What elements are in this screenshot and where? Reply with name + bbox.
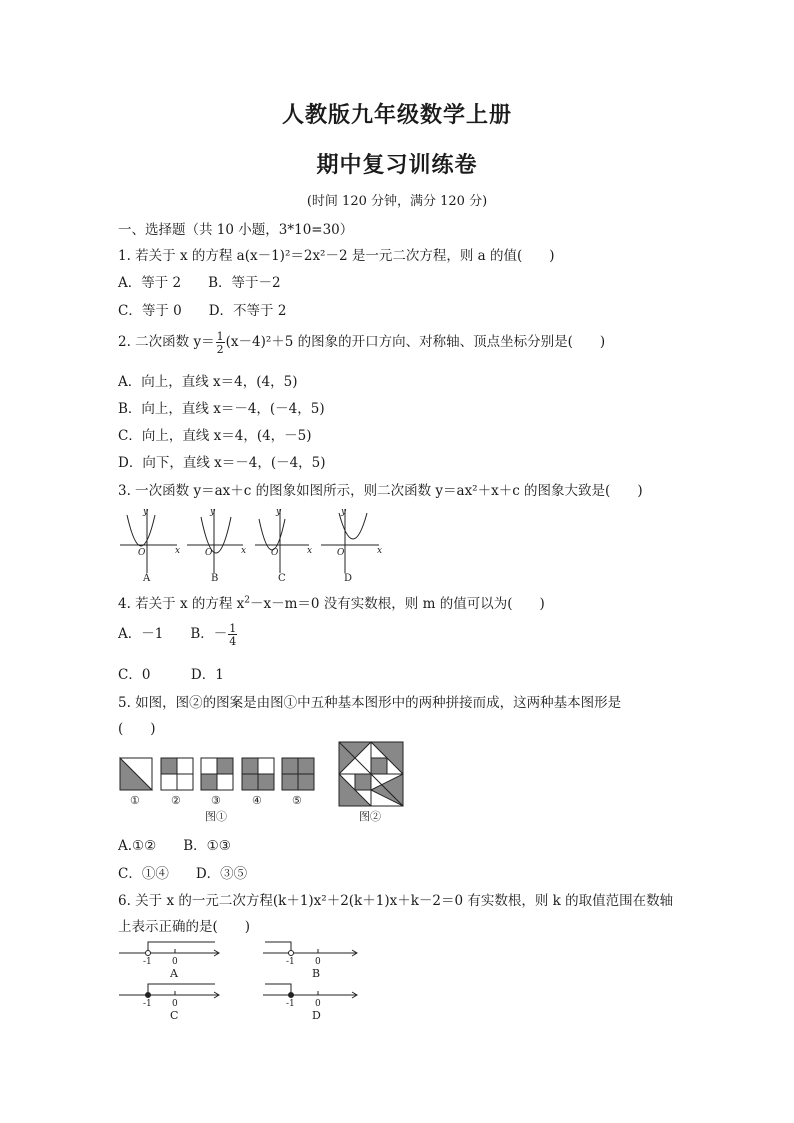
basic-shape-2-fill bbox=[161, 758, 177, 774]
tiling-figure bbox=[115, 738, 415, 830]
time-score-note: (时间 120 分钟，满分 120 分) bbox=[306, 194, 488, 209]
question-1-stem: 1. 若关于 x 的方程 a(x－1)²＝2x²－2 是一元二次方程，则 a 的值( ) bbox=[118, 248, 555, 264]
question-4-options-ab-text: A．－1 B．－ bbox=[118, 626, 228, 642]
fraction-denominator: 2 bbox=[216, 342, 224, 356]
origin-label-a: O bbox=[138, 548, 146, 558]
shape-label-3: ③ bbox=[211, 794, 221, 807]
question-5-stem-line2: ( ) bbox=[118, 721, 156, 737]
question-4-exponent: 2 bbox=[244, 595, 251, 606]
question-4-options-ab bbox=[118, 622, 238, 647]
fraction-numerator: 1 bbox=[216, 329, 224, 343]
question-2-stem bbox=[118, 330, 605, 355]
question-6-stem-line1: 6. 关于 x 的一元二次方程(k＋1)x²＋2(k＋1)x＋k－2＝0 有实数根，则 k 的取值范围在数轴 bbox=[118, 893, 674, 909]
fraction-denominator: 4 bbox=[229, 634, 237, 648]
number-line-label-b: B bbox=[312, 967, 321, 980]
question-2-stem-part1: 2. 二次函数 y＝ bbox=[118, 334, 215, 350]
graph-label-a: A bbox=[143, 573, 151, 584]
question-4-stem-part1: 4. 若关于 x 的方程 x bbox=[118, 596, 245, 612]
range-bracket-a bbox=[148, 942, 215, 953]
section-heading: 一、选择题（共 10 小题，3*10=30） bbox=[118, 222, 354, 238]
shape-label-1: ① bbox=[130, 794, 140, 807]
question-1-options-cd: C．等于 0 D．不等于 2 bbox=[118, 303, 287, 319]
shape-label-5: ⑤ bbox=[292, 794, 302, 807]
shape-label-4: ④ bbox=[252, 794, 262, 807]
tick-label-neg1-b: -1 bbox=[286, 957, 295, 967]
number-line-label-d: D bbox=[312, 1009, 321, 1022]
axis-y-label-a: y bbox=[143, 507, 149, 517]
graph-label-b: B bbox=[211, 573, 219, 584]
question-4-stem bbox=[118, 592, 545, 612]
basic-shape-3-fill-a bbox=[217, 758, 233, 774]
question-3-stem: 3. 一次函数 y＝ax＋c 的图象如图所示，则二次函数 y＝ax²＋x＋c 的图象大致是( ) bbox=[118, 483, 643, 499]
graph-label-c: C bbox=[278, 573, 286, 584]
fraction-numerator: 1 bbox=[229, 621, 237, 635]
question-2-option-d: D．向下，直线 x＝－4，(－4，5) bbox=[118, 455, 326, 471]
question-5-options-ab: A.①② B．①③ bbox=[118, 838, 231, 854]
fraction-one-quarter bbox=[228, 623, 237, 647]
tick-label-0-d: 0 bbox=[315, 999, 321, 1009]
closed-endpoint-d bbox=[289, 993, 294, 998]
question-5-stem-line1: 5. 如图，图②的图案是由图①中五种基本图形中的两种拼接而成，这两种基本图形是 bbox=[118, 695, 622, 711]
graph-label-d: D bbox=[344, 573, 353, 584]
question-4-options-cd: C．0 D．1 bbox=[118, 667, 224, 683]
tick-label-0-c: 0 bbox=[172, 999, 178, 1009]
origin-label-d: O bbox=[337, 548, 345, 558]
range-bracket-b bbox=[265, 942, 291, 953]
basic-shape-3-fill-b bbox=[201, 774, 217, 790]
range-bracket-d bbox=[265, 984, 291, 995]
question-6-stem-line2: 上表示正确的是( ) bbox=[118, 919, 251, 935]
tick-label-neg1-d: -1 bbox=[286, 999, 295, 1009]
open-endpoint-b bbox=[289, 951, 294, 956]
axis-y-label-d: y bbox=[341, 507, 347, 517]
question-2-option-b: B．向上，直线 x＝－4，(－4，5) bbox=[118, 401, 325, 417]
page-title: 人教版九年级数学上册 bbox=[281, 103, 512, 128]
figure-2-caption: 图② bbox=[359, 810, 381, 823]
question-2-option-c: C．向上，直线 x＝4，(4，－5) bbox=[118, 428, 312, 444]
axis-x-label-d: x bbox=[377, 546, 383, 556]
number-line-options-figure bbox=[115, 938, 375, 1030]
question-4-stem-part2: －x－m＝0 没有实数根，则 m 的值可以为( ) bbox=[250, 596, 545, 612]
figure-1-caption: 图① bbox=[205, 810, 227, 823]
fraction-one-half bbox=[216, 331, 225, 355]
axis-x-label-b: x bbox=[241, 546, 247, 556]
parabola-options-figure bbox=[115, 503, 395, 585]
question-1-options-ab: A．等于 2 B．等于－2 bbox=[118, 275, 281, 291]
question-5-options-cd: C．①④ D．③⑤ bbox=[118, 866, 248, 882]
tick-label-neg1-c: -1 bbox=[143, 999, 152, 1009]
closed-endpoint-c bbox=[146, 993, 151, 998]
page-subtitle: 期中复习训练卷 bbox=[316, 153, 478, 178]
number-line-label-a: A bbox=[170, 967, 178, 980]
axis-y-label-b: y bbox=[210, 507, 216, 517]
axis-x-label-c: x bbox=[307, 546, 313, 556]
shape-label-2: ② bbox=[171, 794, 181, 807]
origin-label-b: O bbox=[205, 548, 213, 558]
question-2-option-a: A．向上，直线 x＝4，(4，5) bbox=[118, 374, 298, 390]
tick-label-neg1-a: -1 bbox=[143, 957, 152, 967]
origin-label-c: O bbox=[271, 548, 279, 558]
axis-y-label-c: y bbox=[276, 507, 282, 517]
parabola-a bbox=[127, 515, 155, 546]
axis-x-label-a: x bbox=[175, 546, 181, 556]
basic-shape-4-white bbox=[258, 758, 274, 774]
tick-label-0-a: 0 bbox=[172, 957, 178, 967]
tick-label-0-b: 0 bbox=[315, 957, 321, 967]
question-2-stem-part2: (x－4)²＋5 的图象的开口方向、对称轴、顶点坐标分别是( ) bbox=[225, 334, 606, 350]
open-endpoint-a bbox=[146, 951, 151, 956]
number-line-label-c: C bbox=[170, 1009, 179, 1022]
range-bracket-c bbox=[148, 984, 215, 995]
